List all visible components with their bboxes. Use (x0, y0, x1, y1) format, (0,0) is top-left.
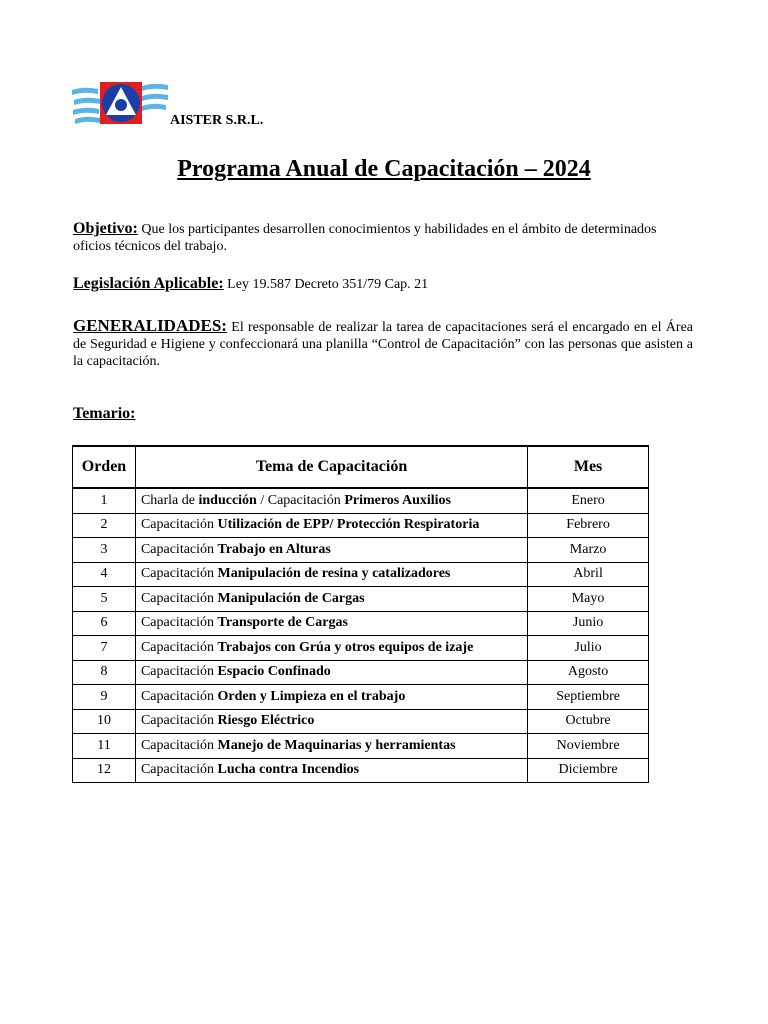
cell-orden: 8 (73, 660, 136, 685)
cell-mes: Junio (528, 611, 649, 636)
table-row (73, 685, 649, 710)
tema-prefix: Capacitación (140, 566, 218, 582)
header-tema: Tema de Capacitación (135, 446, 527, 488)
cell-mes: Agosto (528, 660, 649, 685)
table-row (73, 562, 649, 587)
cell-orden: 5 (73, 587, 136, 612)
tema-prefix: Capacitación (140, 713, 218, 729)
cell-tema (135, 538, 527, 563)
cell-tema (135, 734, 527, 759)
cell-mes: Octubre (528, 709, 649, 734)
company-name: AISTER S.R.L. (170, 113, 264, 128)
cell-tema (135, 636, 527, 661)
tema-bold: inducción (198, 492, 257, 508)
cell-orden: 6 (73, 611, 136, 636)
tema-prefix: Capacitación (140, 737, 218, 753)
header-mes: Mes (528, 446, 649, 488)
cell-mes: Febrero (528, 513, 649, 538)
objetivo-section (73, 220, 693, 255)
tema-prefix: Capacitación (140, 541, 218, 557)
tema-bold: Trabajo en Alturas (217, 541, 331, 557)
tema-prefix: Capacitación (140, 590, 218, 606)
cell-tema (135, 587, 527, 612)
table-row (73, 709, 649, 734)
cell-mes: Julio (528, 636, 649, 661)
temario-label: Temario: (73, 405, 136, 422)
cell-tema (135, 513, 527, 538)
table-row (73, 513, 649, 538)
tema-bold: Manipulación de resina y catalizadores (217, 566, 451, 582)
tema-bold: Espacio Confinado (217, 664, 331, 680)
tema-bold: Manejo de Maquinarias y herramientas (217, 737, 456, 753)
cell-mes: Mayo (528, 587, 649, 612)
tema-prefix: Capacitación (140, 762, 218, 778)
cell-mes: Diciembre (528, 758, 649, 783)
cell-orden: 3 (73, 538, 136, 563)
generalidades-text: El responsable de realizar la tarea de capacitaciones será el encargado en el Área de Seguridad e Higiene y confeccionará una planilla “Control de Capacitación” con las personas que asisten a la capacitación. (73, 320, 694, 369)
table-row (73, 636, 649, 661)
tema-bold: Transporte de Cargas (217, 615, 348, 631)
generalidades-section (73, 317, 693, 370)
cell-orden: 11 (73, 734, 136, 759)
cell-mes: Septiembre (528, 685, 649, 710)
tema-bold: Orden y Limpieza en el trabajo (217, 688, 406, 704)
table-row (73, 587, 649, 612)
legislacion-text: Ley 19.587 Decreto 351/79 Cap. 21 (227, 277, 429, 292)
cell-mes: Noviembre (528, 734, 649, 759)
objetivo-text: Que los participantes desarrollen conocimientos y habilidades en el ámbito de determinados oficios técnicos del trabajo. (73, 222, 657, 254)
tema-bold: Trabajos con Grúa y otros equipos de izaje (217, 639, 474, 655)
cell-tema (135, 709, 527, 734)
legislacion-label: Legislación Aplicable: (73, 275, 224, 292)
cell-orden: 1 (73, 488, 136, 513)
cell-tema (135, 660, 527, 685)
table-row (73, 734, 649, 759)
table-header-row (73, 446, 649, 488)
table-row (73, 758, 649, 783)
tema-prefix: Capacitación (140, 615, 218, 631)
company-logo-icon (72, 78, 168, 128)
tema-prefix: Capacitación (140, 517, 218, 533)
cell-orden: 12 (73, 758, 136, 783)
table-row (73, 611, 649, 636)
cell-mes: Enero (528, 488, 649, 513)
cell-orden: 7 (73, 636, 136, 661)
cell-orden: 9 (73, 685, 136, 710)
generalidades-label: GENERALIDADES: (73, 316, 227, 335)
training-schedule-table (72, 445, 649, 783)
objetivo-label: Objetivo: (73, 220, 138, 237)
table-row (73, 538, 649, 563)
tema-bold: Riesgo Eléctrico (217, 713, 315, 729)
tema-mid: / Capacitación (256, 492, 345, 508)
cell-tema (135, 685, 527, 710)
cell-orden: 10 (73, 709, 136, 734)
tema-prefix: Capacitación (140, 639, 218, 655)
cell-orden: 4 (73, 562, 136, 587)
legislacion-section (73, 275, 693, 293)
header-orden: Orden (73, 446, 136, 488)
tema-prefix: Capacitación (140, 664, 218, 680)
cell-mes: Abril (528, 562, 649, 587)
page-title: Programa Anual de Capacitación – 2024 (177, 156, 591, 182)
tema-bold: Lucha contra Incendios (217, 762, 360, 778)
cell-tema (135, 611, 527, 636)
tema-prefix: Capacitación (140, 688, 218, 704)
tema-bold: Manipulación de Cargas (217, 590, 365, 606)
tema-bold2: Primeros Auxilios (344, 492, 451, 508)
cell-tema (135, 562, 527, 587)
cell-orden: 2 (73, 513, 136, 538)
cell-tema (135, 758, 527, 783)
cell-mes: Marzo (528, 538, 649, 563)
table-row (73, 488, 649, 513)
cell-tema (135, 488, 527, 513)
tema-bold: Utilización de EPP/ Protección Respiratoria (217, 517, 480, 533)
table-row (73, 660, 649, 685)
tema-prefix: Charla de (140, 492, 199, 508)
